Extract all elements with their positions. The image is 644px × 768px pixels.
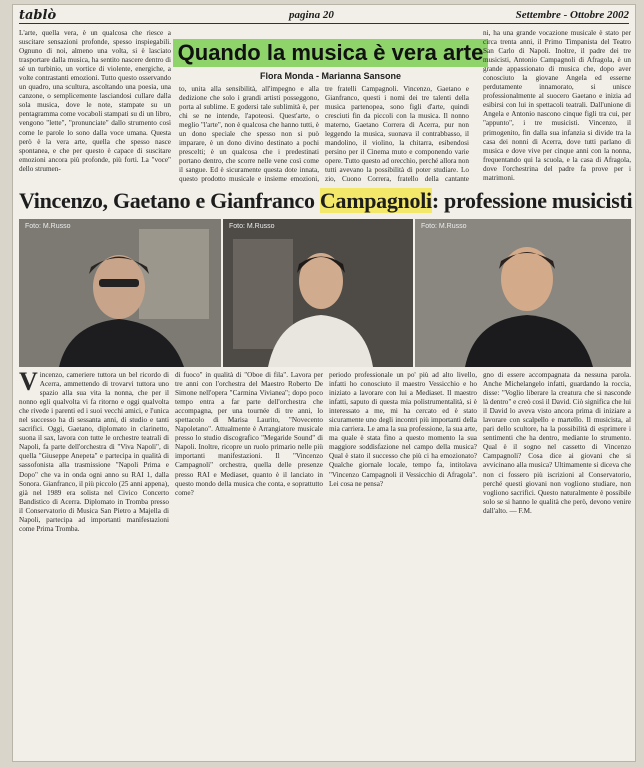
photo-credit: Foto: M.Russo xyxy=(229,223,275,230)
issue-date: Settembre - Ottobre 2002 xyxy=(515,9,629,21)
portrait-icon xyxy=(223,219,413,367)
article1-col1: L'arte, quella vera, è un qualcosa che riesce a suscitare sensazioni profonde, spesso inspiegabili. Ognuno di noi, almeno una volta, si è lasciato trasportare dalla musica, ha sentito nascere dentro di sé un turbinio, un vortice di violente, energiche, a volte contrastanti emozioni. Tutto questo osservando un quadro, una scultura, ascoltando una poesia, una canzone, o semplicemente lasciandosi cullare dalla sola musica, dove le note, stampate su un pentagramma come vocaboli stampati su di un libro, vengono "lette", "pronunciate" dallo strumento così come le parole lo sono dalla voce umana. Questa però è la vera arte, quella che spesso nasce spontanea, e che per questo è capace di suscitare emozioni ancora più profonde, più forti. La "voce" dello strumen- xyxy=(19,29,171,173)
brand-logo: tablò xyxy=(19,8,57,23)
newspaper-page xyxy=(12,4,636,762)
article1-title: Quando la musica è vera arte xyxy=(173,39,488,67)
portrait-icon xyxy=(19,219,221,367)
page-header xyxy=(19,8,629,24)
headline-highlight: Campagnoli xyxy=(319,188,432,213)
photo-credit: Foto: M.Russo xyxy=(421,223,467,230)
page-number: pagina 20 xyxy=(289,9,334,21)
photo-gianfranco xyxy=(415,219,631,367)
article2-col4: gno di essere accompagnata da nessuna parola. Anche Michelangelo infatti, guardando la roccia, disse: "Voglio liberare la creatura che si nasconde là dentro" e creò così il David. Ciò significa che lui il David lo aveva visto ancora prima di iniziare a lavorare con scalpello e martello. Il musicista, al pari dello scultore, ha la possibilità di esprimere i sentimenti che ha dentro, mediante lo strumento. Qual è il sogno nel cassetto di Vincenzo Campagnoli? Cosa dice ai giovani che si avvicinano alla musica? Ultimamente si diceva che non ci fossero più iscrizioni al Conservatorio, perché questi giovani non vogliono studiare, non vogliono sacrifici. Questo naturalmente è possibile solo se si hanno le qualità che però, devono venire dall'alto. — F.M. xyxy=(483,371,631,515)
article2-col2: di fuoco" in qualità di "Oboe di fila". Lavora per tre anni con l'orchestra del Maestro Roberto De Simone nell'opera "Carmina Vivianea"; dopo poco tempo entra a far parte dell'orchestra che accompagna, per una tournée di tre anni, lo spettacolo di Marisa Laurito, "Novecento Napoletano". Attualmente è Arrangiatore musicale presso lo studio discografico "Megaride Sound" di Napoli. Inoltre, ricopre un ruolo primario nelle più importanti manifestazioni. Il "Vincenzo Campagnoli" orchestra, quella delle presenze presso RAI e Mediaset, quanto è il lanciato in questo mondo della musica che conta, e soprattutto come? xyxy=(175,371,323,497)
article2-headline xyxy=(19,188,631,214)
drop-cap: V xyxy=(19,371,38,396)
article1-col2: to, unita alla sensibilità, all'impegno e alla dedizione che solo i grandi artisti posseggono, porta al sublime. E godersi tale sublimità è, per chi se ne intende, l'apoteosi. Quest'arte, o meglio "l'arte", non è qualcosa che hanno tutti, è un dono speciale che spesso non si può imparare, è un dono divino destinato a pochi prescelti; è un qualcosa che i predestinati portano dentro, che scorre nelle vene così come il sangue. Ed è sicuramente questa dote innata, questo prodotto musicale e insieme emozioni, xyxy=(179,85,319,184)
article2-col1: V incenzo, cameriere tuttora un bel ricordo di Acerra, ammettendo di trovarvi tuttora uno spazio alla sua vita la nonna, che per il nonno egli qualvolta vi fa ritorno e oggi qualvolta che rivede i parenti ed i suoi vecchi amici, e l'unica nel successo ha di sessanta anni, di studio e tanti sacrifici. Oggi, Gaetano, diplomato in clarinetto, suona il sax, lavora con tutte le orchestre teatrali di Napoli, fa parte dell'orchestra di "Viva Napoli", di quella "Giuseppe Anepeta" e partecipa in qualità di sassofonista alla trasmissione "Napoli Prima e Dopo" che va in onda ogni anno su RAI 1, dalla Sonora. Gianfranco, il più piccolo (25 anni appena), già nel 1989 era solista nel Civico Concerto Bandistico di Acerra. Diplomato in Tromba presso il Conservatorio di Musica San Pietro a Majella di Napoli, partecipa ad importanti manifestazioni come Prima Tromba. xyxy=(19,371,169,533)
article1-col4: ni, ha una grande vocazione musicale è stato per circa trenta anni, il Primo Timpanista del Teatro San Carlo di Napoli. Inoltre, il padre dei tre musicisti, Antonio Campagnoli di Afragola, è un grande appassionato di musica che, dopo aver conosciuto la giovane Angela ed esserne perdutamente innamorato, si unisce professionalmente al suocero Gaetano e inizia ad esibirsi con lui in spettacoli teatrali. Dall'unione di Angela e Antonio nascono cinque figli tra cui, per "appunto", i tre musicisti. Vincenzo, il primogenito, fin dalla sua infanzia si divide tra la casa dei nonni di Acerra, dove tutti parlano di musica e dove vive per cinque anni con la nonna, frequentando qui la scuola, e la casa di Afragola, dove l'orchestrina del padre fa prove per i matrimoni. xyxy=(483,29,631,182)
article1-authors: Flora Monda - Marianna Sansone xyxy=(259,71,402,81)
article2-col3: periodo professionale un po' più ad alto livello, infatti ho conosciuto il maestro Vessicchio e ho iniziato a lavorare con lui a Mediaset. Il maestro infatti, saputo di questa mia polistrumentalità, si è interessato a me, mi ha cercato ed è stato sicuramente uno degli incontri più importanti della mia carriera. Le ama la sua professione, la sua arte, ma quale è stata fino a questo momento la sua maggiore soddisfazione nel campo della musica? Qual è stato il successo che più ci ha emozionato? Qualche giornale locale, tempo fa, intitolava "Vincenzo Campagnoli il Vessicchio di Afragola". Lei cosa ne pensa? xyxy=(329,371,477,488)
photo-credit: Foto: M.Russo xyxy=(25,223,71,230)
portrait-icon xyxy=(415,219,631,367)
photo-gaetano xyxy=(223,219,413,367)
headline-part: Vincenzo, Gaetano e Gianfranco xyxy=(19,188,320,213)
photo-vincenzo xyxy=(19,219,221,367)
article1-col3: tre fratelli Campagnoli. Vincenzo, Gaetano e Gianfranco, questi i nomi dei tre talenti della musica partenopea, sono figli d'arte, quindi cresciuti fin da piccoli con la musica. Il nonno materno, Gaetano Correra di Acerra, pur non leggendo la musica, suonava il contrabbasso, il mandolino, il violino, la chitarra, esibendosi persino per il Cinema muto e componendo varie opere. Tutto questo ad orecchio, perché allora non tutti avevano la possibilità di poter studiare. Lo zio, Cuono Correra, fratello della cantante xyxy=(325,85,469,184)
headline-part: : professione musicisti xyxy=(431,188,633,213)
